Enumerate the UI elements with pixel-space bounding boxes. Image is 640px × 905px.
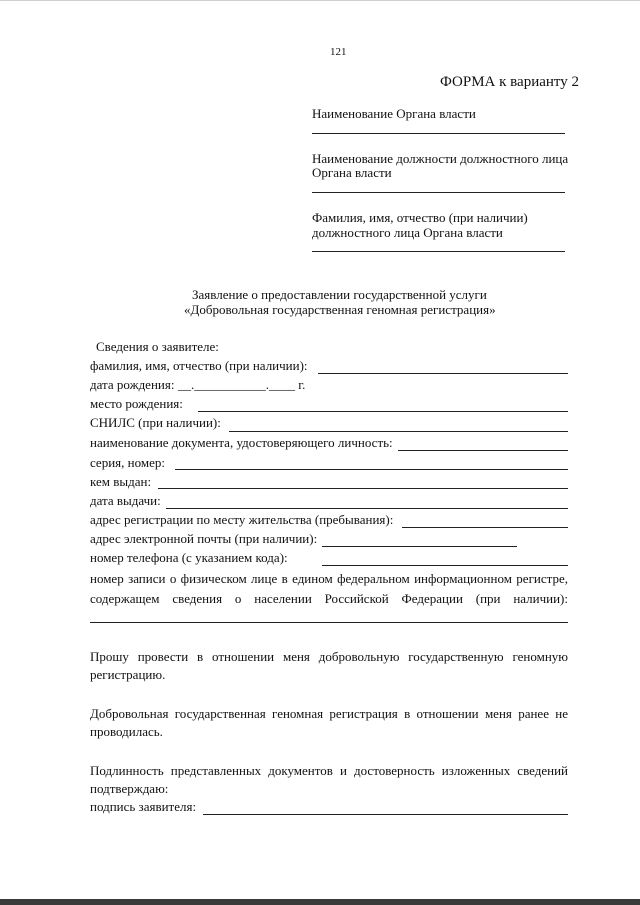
authority-name-field[interactable] (312, 133, 565, 134)
prior-registration-line1: Добровольная государственная геномная регистрация в отношении меня ранее не (90, 706, 568, 721)
official-position-label-line1: Наименование должности должностного лица (312, 151, 569, 166)
authority-name-label: Наименование Органа власти (312, 106, 476, 121)
request-text-line1: Прошу провести в отношении меня добровольную государственную геномную (90, 649, 568, 664)
birthplace-field[interactable] (198, 411, 568, 412)
statement-title-line2: «Добровольная государственная геномная регистрация» (184, 302, 496, 317)
confirmation-line2: подтверждаю: (90, 781, 169, 796)
issue-date-field[interactable] (166, 508, 568, 509)
official-fullname-label-line1: Фамилия, имя, отчество (при наличии) (312, 210, 528, 225)
scan-edge-top (0, 0, 640, 1)
applicant-section-heading: Сведения о заявителе: (96, 339, 219, 354)
birthdate-field[interactable]: __.___________.____ г. (178, 377, 306, 392)
phone-label: номер телефона (с указанием кода): (90, 550, 288, 565)
official-position-field[interactable] (312, 192, 565, 193)
official-fullname-label-line2: должностного лица Органа власти (312, 225, 503, 240)
residence-address-field[interactable] (402, 527, 568, 528)
applicant-fullname-field[interactable] (318, 373, 568, 374)
series-number-label: серия, номер: (90, 455, 165, 470)
official-fullname-field[interactable] (312, 251, 565, 252)
id-document-field[interactable] (398, 450, 568, 451)
issued-by-field[interactable] (158, 488, 568, 489)
signature-label: подпись заявителя: (90, 799, 197, 814)
phone-field[interactable] (322, 565, 568, 566)
id-document-label: наименование документа, удостоверяющего личность: (90, 435, 393, 450)
residence-address-label: адрес регистрации по месту жительства (пребывания): (90, 512, 394, 527)
confirmation-line1: Подлинность представленных документов и достоверность изложенных сведений (90, 763, 568, 778)
registry-record-field[interactable] (90, 622, 568, 623)
scan-edge-bottom (0, 899, 640, 905)
statement-title-line1: Заявление о предоставлении государственной услуги (192, 287, 487, 302)
snils-label: СНИЛС (при наличии): (90, 415, 221, 430)
registry-record-label-line2: содержащем сведения о населении Российской Федерации (при наличии): (90, 591, 568, 606)
issued-by-label: кем выдан: (90, 474, 152, 489)
email-label: адрес электронной почты (при наличии): (90, 531, 318, 546)
form-title: ФОРМА к варианту 2 (440, 74, 580, 90)
signature-field[interactable] (203, 814, 568, 815)
snils-field[interactable] (229, 431, 568, 432)
applicant-fullname-label: фамилия, имя, отчество (при наличии): (90, 358, 308, 373)
official-position-label-line2: Органа власти (312, 165, 392, 180)
registry-record-label-line1: номер записи о физическом лице в едином федеральном информационном регистре, (90, 571, 568, 586)
request-text-line2: регистрацию. (90, 667, 166, 682)
birthdate-label: дата рождения: (90, 377, 175, 392)
page-number: 121 (330, 46, 347, 58)
prior-registration-line2: проводилась. (90, 724, 163, 739)
email-field[interactable] (322, 546, 517, 547)
series-number-field[interactable] (175, 469, 568, 470)
issue-date-label: дата выдачи: (90, 493, 161, 508)
birthplace-label: место рождения: (90, 396, 183, 411)
